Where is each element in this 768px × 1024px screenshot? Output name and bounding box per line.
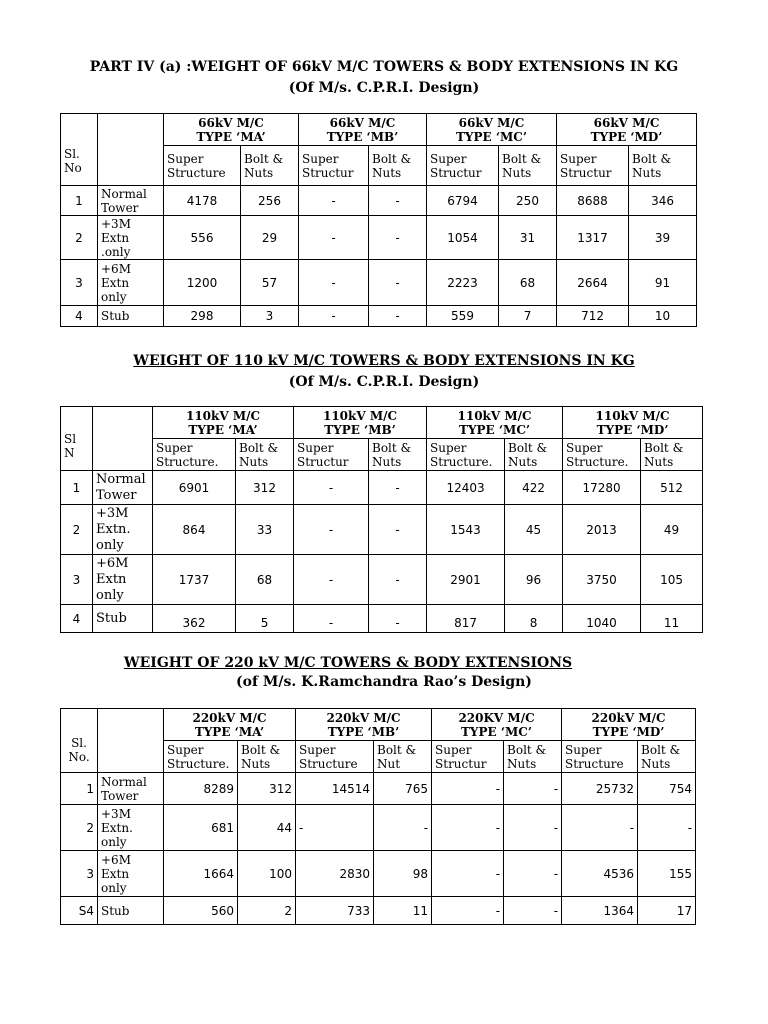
sl-header: Sl. No. <box>61 709 98 773</box>
section1-subtitle: (Of M/s. C.P.R.I. Design) <box>288 80 480 96</box>
value-cell: 8289 <box>164 773 238 805</box>
value-cell: - <box>299 306 369 327</box>
value-cell: 17280 <box>563 471 641 505</box>
description-header <box>93 407 153 471</box>
value-cell: 98 <box>374 851 432 897</box>
value-cell: 4178 <box>164 186 241 216</box>
value-cell: - <box>299 216 369 260</box>
sl-header: Sl N <box>61 407 93 471</box>
value-cell: 422 <box>505 471 563 505</box>
row-number: 4 <box>61 605 93 633</box>
value-cell: - <box>294 505 369 555</box>
subheader-cell: Bolt & Nuts <box>499 146 557 186</box>
row-description: +6M Extn only <box>98 260 164 306</box>
subheader-cell: Super Structure. <box>563 439 641 471</box>
subheader-cell: Bolt & Nuts <box>504 741 562 773</box>
subheader-cell: Bolt & Nuts <box>369 146 427 186</box>
value-cell: - <box>296 805 374 851</box>
value-cell: 1317 <box>557 216 629 260</box>
value-cell: 817 <box>427 605 505 633</box>
row-number: S4 <box>61 897 98 925</box>
row-description: +6M Extn only <box>93 555 153 605</box>
value-cell: 2223 <box>427 260 499 306</box>
value-cell: - <box>369 186 427 216</box>
value-cell: - <box>562 805 638 851</box>
row-number: 3 <box>61 555 93 605</box>
subheader-cell: Bolt & Nuts <box>629 146 697 186</box>
value-cell: 5 <box>236 605 294 633</box>
value-cell: - <box>369 605 427 633</box>
section3-title: WEIGHT OF 220 kV M/C TOWERS & BODY EXTENSIONS <box>123 655 573 671</box>
value-cell: 312 <box>236 471 294 505</box>
value-cell: 44 <box>238 805 296 851</box>
value-cell: 31 <box>499 216 557 260</box>
value-cell: 1040 <box>563 605 641 633</box>
section3-subtitle: (of M/s. K.Ramchandra Rao’s Design) <box>236 674 532 690</box>
value-cell: 1737 <box>153 555 236 605</box>
type-ma-header: 220kV M/C TYPE ‘MA’ <box>164 709 296 741</box>
subheader-cell: Bolt & Nuts <box>369 439 427 471</box>
table-row <box>61 605 703 633</box>
type-mc-header: 66kV M/C TYPE ‘MC’ <box>427 114 557 146</box>
row-description: Normal Tower <box>98 773 164 805</box>
section2-title: WEIGHT OF 110 kV M/C TOWERS & BODY EXTENSIONS IN KG <box>133 353 635 369</box>
type-mb-header: 110kV M/C TYPE ‘MB’ <box>294 407 427 439</box>
description-header <box>98 114 164 186</box>
row-number: 2 <box>61 805 98 851</box>
subheader-cell: Bolt & Nuts <box>241 146 299 186</box>
value-cell: 250 <box>499 186 557 216</box>
row-description: Stub <box>98 897 164 925</box>
value-cell: - <box>369 471 427 505</box>
value-cell: 298 <box>164 306 241 327</box>
weight-table-110kv <box>60 406 703 633</box>
subheader-cell: Bolt & Nuts <box>236 439 294 471</box>
value-cell: 556 <box>164 216 241 260</box>
table-row <box>61 851 696 897</box>
type-mb-header: 66kV M/C TYPE ‘MB’ <box>299 114 427 146</box>
value-cell: - <box>294 555 369 605</box>
value-cell: 2013 <box>563 505 641 555</box>
value-cell: 256 <box>241 186 299 216</box>
value-cell: 8 <box>505 605 563 633</box>
value-cell: 6794 <box>427 186 499 216</box>
table-row <box>61 471 703 505</box>
subheader-cell: Super Structure <box>562 741 638 773</box>
value-cell: - <box>432 897 504 925</box>
section1-title: PART IV (a) :WEIGHT OF 66kV M/C TOWERS & BODY EXTENSIONS IN KG <box>89 59 679 75</box>
weight-table-220kv <box>60 708 696 925</box>
value-cell: 754 <box>638 773 696 805</box>
subheader-cell: Super Structur <box>427 146 499 186</box>
value-cell: 1664 <box>164 851 238 897</box>
value-cell: 560 <box>164 897 238 925</box>
description-header <box>98 709 164 773</box>
value-cell: 68 <box>499 260 557 306</box>
value-cell: 2664 <box>557 260 629 306</box>
value-cell: 4536 <box>562 851 638 897</box>
table-row <box>61 186 697 216</box>
value-cell: - <box>432 773 504 805</box>
sl-header: Sl. No <box>61 114 98 186</box>
value-cell: - <box>432 851 504 897</box>
subheader-cell: Super Structur <box>432 741 504 773</box>
value-cell: - <box>299 260 369 306</box>
value-cell: 29 <box>241 216 299 260</box>
type-ma-header: 110kV M/C TYPE ‘MA’ <box>153 407 294 439</box>
row-number: 3 <box>61 260 98 306</box>
value-cell: 25732 <box>562 773 638 805</box>
type-md-header: 220kV M/C TYPE ‘MD’ <box>562 709 696 741</box>
value-cell: - <box>294 605 369 633</box>
value-cell: - <box>369 306 427 327</box>
table-row <box>61 505 703 555</box>
value-cell: 765 <box>374 773 432 805</box>
subheader-cell: Bolt & Nuts <box>638 741 696 773</box>
subheader-cell: Super Structur <box>294 439 369 471</box>
row-description: +3M Extn. only <box>93 505 153 555</box>
table-row <box>61 897 696 925</box>
value-cell: 312 <box>238 773 296 805</box>
value-cell: 96 <box>505 555 563 605</box>
value-cell: - <box>504 897 562 925</box>
table-row <box>61 260 697 306</box>
subheader-cell: Super Structure <box>296 741 374 773</box>
value-cell: 712 <box>557 306 629 327</box>
value-cell: 1364 <box>562 897 638 925</box>
value-cell: 559 <box>427 306 499 327</box>
value-cell: 17 <box>638 897 696 925</box>
subheader-cell: Bolt & Nut <box>374 741 432 773</box>
table-row <box>61 216 697 260</box>
row-description: +3M Extn. only <box>98 805 164 851</box>
subheader-cell: Bolt & Nuts <box>505 439 563 471</box>
value-cell: 1200 <box>164 260 241 306</box>
value-cell: 49 <box>641 505 703 555</box>
value-cell: - <box>369 555 427 605</box>
value-cell: 3 <box>241 306 299 327</box>
value-cell: 512 <box>641 471 703 505</box>
value-cell: 10 <box>629 306 697 327</box>
value-cell: - <box>374 805 432 851</box>
value-cell: 733 <box>296 897 374 925</box>
type-mc-header: 220KV M/C TYPE ‘MC’ <box>432 709 562 741</box>
value-cell: - <box>369 505 427 555</box>
value-cell: - <box>432 805 504 851</box>
value-cell: - <box>369 260 427 306</box>
table-row <box>61 555 703 605</box>
value-cell: 39 <box>629 216 697 260</box>
value-cell: 105 <box>641 555 703 605</box>
value-cell: 11 <box>641 605 703 633</box>
value-cell: 11 <box>374 897 432 925</box>
value-cell: 2 <box>238 897 296 925</box>
subheader-cell: Super Structur <box>299 146 369 186</box>
value-cell: - <box>504 851 562 897</box>
value-cell: 68 <box>236 555 294 605</box>
row-description: Stub <box>98 306 164 327</box>
table-row <box>61 773 696 805</box>
type-mb-header: 220kV M/C TYPE ‘MB’ <box>296 709 432 741</box>
value-cell: 100 <box>238 851 296 897</box>
value-cell: 155 <box>638 851 696 897</box>
subheader-cell: Bolt & Nuts <box>238 741 296 773</box>
value-cell: 8688 <box>557 186 629 216</box>
type-mc-header: 110kV M/C TYPE ‘MC’ <box>427 407 563 439</box>
row-number: 3 <box>61 851 98 897</box>
row-number: 2 <box>61 505 93 555</box>
subheader-cell: Super Structure. <box>164 741 238 773</box>
subheader-cell: Bolt & Nuts <box>641 439 703 471</box>
row-description: +6M Extn only <box>98 851 164 897</box>
subheader-cell: Super Structure <box>164 146 241 186</box>
value-cell: 1054 <box>427 216 499 260</box>
value-cell: - <box>504 773 562 805</box>
subheader-cell: Super Structure. <box>153 439 236 471</box>
row-number: 1 <box>61 471 93 505</box>
value-cell: - <box>299 186 369 216</box>
value-cell: - <box>294 471 369 505</box>
value-cell: 7 <box>499 306 557 327</box>
row-number: 1 <box>61 186 98 216</box>
value-cell: 57 <box>241 260 299 306</box>
value-cell: 3750 <box>563 555 641 605</box>
row-number: 2 <box>61 216 98 260</box>
row-description: +3M Extn .only <box>98 216 164 260</box>
weight-table-66kv <box>60 113 697 327</box>
value-cell: - <box>638 805 696 851</box>
value-cell: 6901 <box>153 471 236 505</box>
table-row <box>61 805 696 851</box>
subheader-cell: Super Structur <box>557 146 629 186</box>
value-cell: 864 <box>153 505 236 555</box>
section2-subtitle: (Of M/s. C.P.R.I. Design) <box>288 374 480 390</box>
value-cell: 2901 <box>427 555 505 605</box>
table-row <box>61 306 697 327</box>
value-cell: 14514 <box>296 773 374 805</box>
value-cell: 681 <box>164 805 238 851</box>
row-description: Normal Tower <box>93 471 153 505</box>
subheader-cell: Super Structure. <box>427 439 505 471</box>
value-cell: 91 <box>629 260 697 306</box>
value-cell: 362 <box>153 605 236 633</box>
row-description: Stub <box>93 605 153 633</box>
row-description: Normal Tower <box>98 186 164 216</box>
value-cell: 1543 <box>427 505 505 555</box>
value-cell: 33 <box>236 505 294 555</box>
value-cell: 12403 <box>427 471 505 505</box>
value-cell: 346 <box>629 186 697 216</box>
value-cell: - <box>369 216 427 260</box>
value-cell: - <box>504 805 562 851</box>
row-number: 1 <box>61 773 98 805</box>
row-number: 4 <box>61 306 98 327</box>
type-md-header: 110kV M/C TYPE ‘MD’ <box>563 407 703 439</box>
type-md-header: 66kV M/C TYPE ‘MD’ <box>557 114 697 146</box>
type-ma-header: 66kV M/C TYPE ‘MA’ <box>164 114 299 146</box>
value-cell: 45 <box>505 505 563 555</box>
value-cell: 2830 <box>296 851 374 897</box>
